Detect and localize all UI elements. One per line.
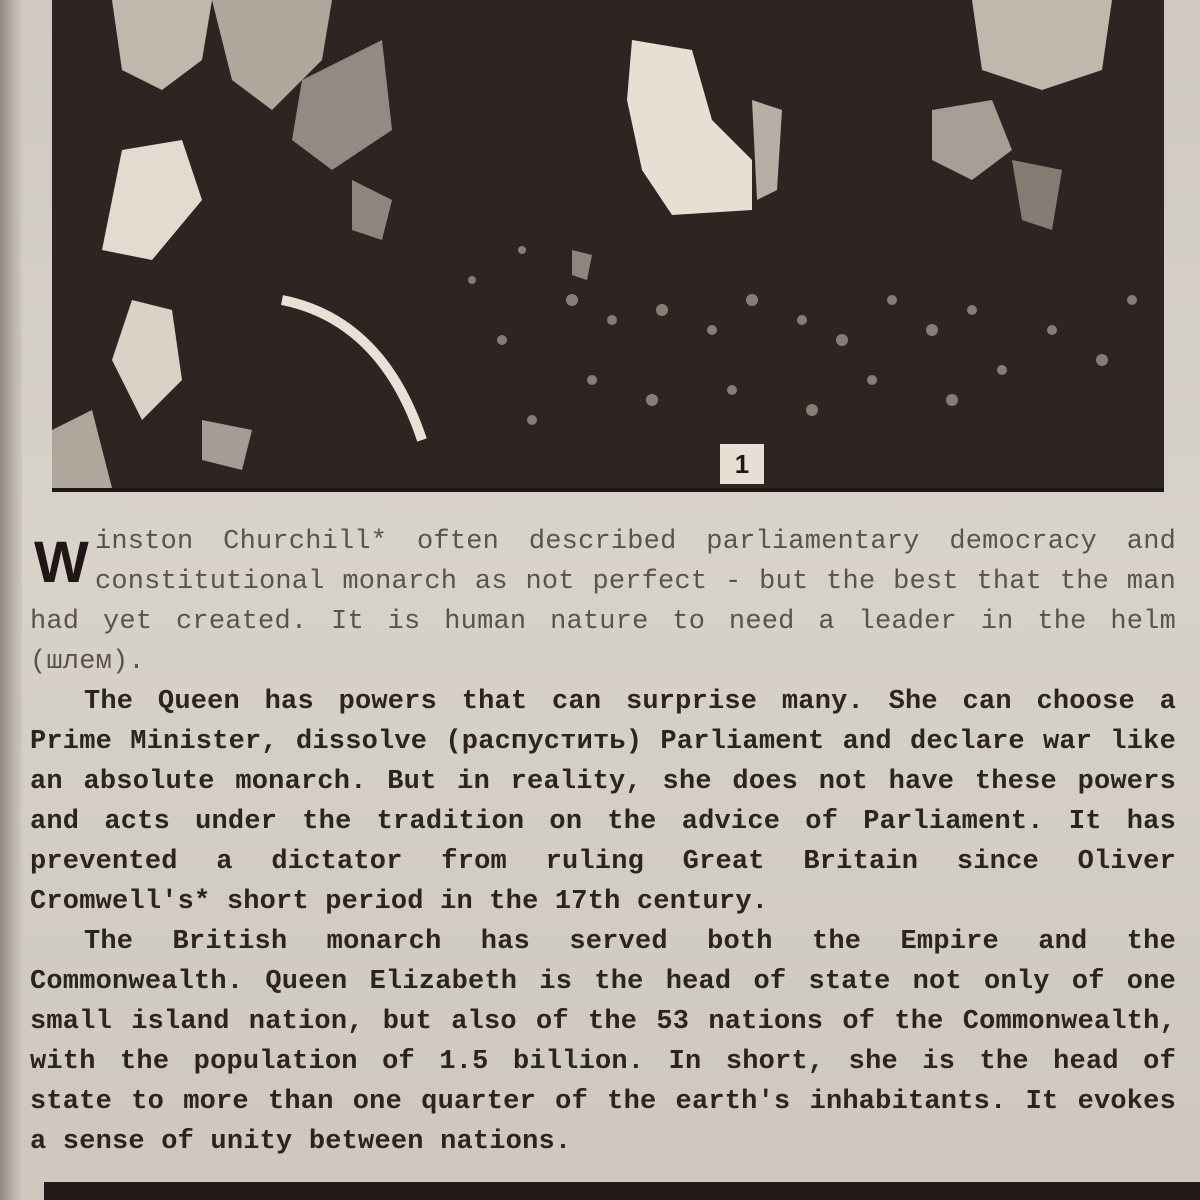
- photo-number-label: 1: [720, 444, 764, 484]
- article-paragraph-3: The British monarch has served both the Empire and the Commonwealth. Queen Elizabeth is the head of state not only of one small island nation, but also of the 53 nations of the Commonwealth, with the population of 1.5 billion. In short, she is the head of state to more than one quarter of the earth's inhabitants. It evokes a sense of unity between nations.: [30, 927, 1176, 1157]
- article-photo: [52, 0, 1164, 492]
- article-paragraph-1: [30, 522, 1176, 682]
- drop-cap: W: [34, 530, 89, 595]
- bottom-photo-edge: [44, 1182, 1200, 1200]
- article-body: [30, 522, 1176, 1162]
- article-paragraph-2: The Queen has powers that can surprise many. She can choose a Prime Minister, dissolve (распустить) Parliament and declare war like an absolute monarch. But in reality, she does not have these powers and acts under the tradition on the advice of Parliament. It has prevented a dictator from ruling Great Britain since Oliver Cromwell's* short period in the 17th century.: [30, 687, 1176, 917]
- page-edge-shadow: [0, 0, 22, 1200]
- photo-illustration: [52, 0, 1164, 488]
- paragraph-1-text: inston Churchill* often described parliamentary democracy and constitutional monarch as not perfect - but the best that the man had yet created. It is human nature to need a leader in the helm (шлем).: [30, 527, 1176, 677]
